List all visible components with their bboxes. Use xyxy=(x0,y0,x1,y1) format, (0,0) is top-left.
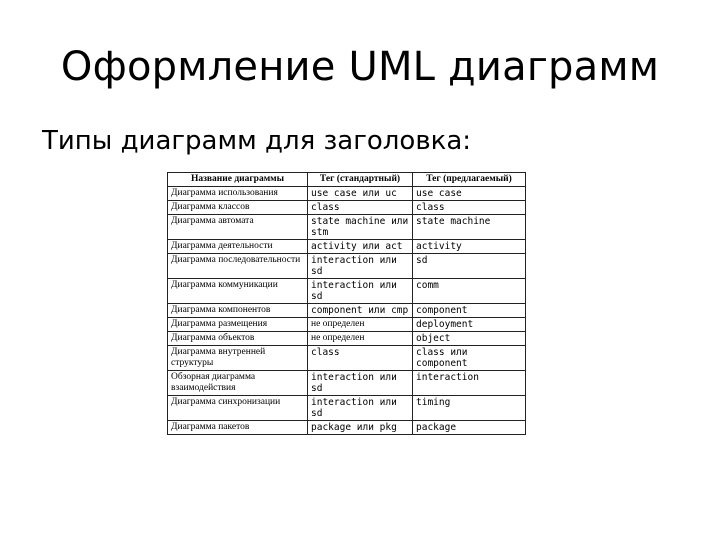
cell-standard-tag: class xyxy=(308,346,413,371)
table-row xyxy=(168,371,526,396)
cell-diagram-name: Диаграмма использования xyxy=(168,187,308,201)
cell-diagram-name: Диаграмма коммуникации xyxy=(168,279,308,304)
cell-standard-tag: не определен xyxy=(308,332,413,346)
cell-standard-tag: interaction или sd xyxy=(308,371,413,396)
table-row xyxy=(168,346,526,371)
cell-diagram-name: Диаграмма компонентов xyxy=(168,304,308,318)
cell-proposed-tag: class или component xyxy=(413,346,526,371)
table-header-row xyxy=(168,173,526,187)
header-diagram-name: Название диаграммы xyxy=(168,173,308,187)
cell-diagram-name: Обзорная диаграмма взаимодействия xyxy=(168,371,308,396)
cell-standard-tag: activity или act xyxy=(308,240,413,254)
header-standard-tag: Тег (стандартный) xyxy=(308,173,413,187)
cell-diagram-name: Диаграмма автомата xyxy=(168,215,308,240)
header-proposed-tag: Тег (предлагаемый) xyxy=(413,173,526,187)
cell-proposed-tag: class xyxy=(413,201,526,215)
cell-standard-tag: interaction или sd xyxy=(308,254,413,279)
table-row xyxy=(168,304,526,318)
cell-standard-tag: не определен xyxy=(308,318,413,332)
table-row xyxy=(168,396,526,421)
cell-diagram-name: Диаграмма синхронизации xyxy=(168,396,308,421)
cell-standard-tag: component или cmp xyxy=(308,304,413,318)
cell-proposed-tag: component xyxy=(413,304,526,318)
cell-diagram-name: Диаграмма деятельности xyxy=(168,240,308,254)
cell-proposed-tag: activity xyxy=(413,240,526,254)
cell-proposed-tag: sd xyxy=(413,254,526,279)
cell-proposed-tag: state machine xyxy=(413,215,526,240)
cell-proposed-tag: object xyxy=(413,332,526,346)
table-row xyxy=(168,254,526,279)
cell-proposed-tag: timing xyxy=(413,396,526,421)
cell-standard-tag: package или pkg xyxy=(308,421,413,435)
table-row xyxy=(168,332,526,346)
table-row xyxy=(168,421,526,435)
cell-diagram-name: Диаграмма внутренней структуры xyxy=(168,346,308,371)
cell-standard-tag: class xyxy=(308,201,413,215)
cell-proposed-tag: comm xyxy=(413,279,526,304)
cell-diagram-name: Диаграмма классов xyxy=(168,201,308,215)
slide-subtitle: Типы диаграмм для заголовка: xyxy=(42,126,472,156)
cell-standard-tag: state machine или stm xyxy=(308,215,413,240)
cell-diagram-name: Диаграмма пакетов xyxy=(168,421,308,435)
cell-diagram-name: Диаграмма последовательности xyxy=(168,254,308,279)
cell-proposed-tag: interaction xyxy=(413,371,526,396)
slide-title: Оформление UML диаграмм xyxy=(60,44,660,90)
table-row xyxy=(168,318,526,332)
cell-standard-tag: interaction или sd xyxy=(308,279,413,304)
table-row xyxy=(168,187,526,201)
table-row xyxy=(168,215,526,240)
cell-standard-tag: interaction или sd xyxy=(308,396,413,421)
table-row xyxy=(168,240,526,254)
table-row xyxy=(168,279,526,304)
cell-diagram-name: Диаграмма размещения xyxy=(168,318,308,332)
cell-proposed-tag: package xyxy=(413,421,526,435)
table-row xyxy=(168,201,526,215)
cell-standard-tag: use case или uc xyxy=(308,187,413,201)
cell-proposed-tag: use case xyxy=(413,187,526,201)
diagram-types-table xyxy=(167,172,526,435)
cell-proposed-tag: deployment xyxy=(413,318,526,332)
cell-diagram-name: Диаграмма объектов xyxy=(168,332,308,346)
